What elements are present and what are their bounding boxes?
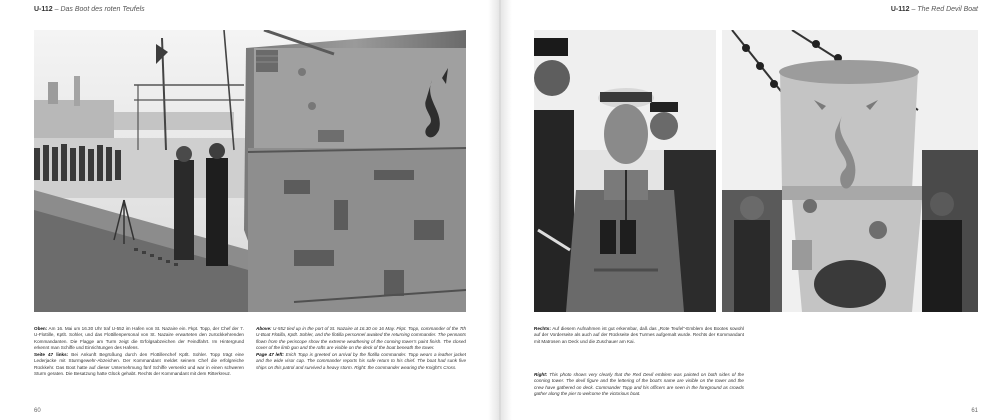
caption-paragraph [34, 326, 244, 351]
commander-portrait-photo [534, 30, 716, 312]
caption-paragraph [256, 352, 466, 371]
left-caption-german [34, 326, 244, 412]
caption-text: This photo shows very clearly that the Red Devil emblem was painted on both sides of the conning tower. The devil figure and the lettering of the boat's name are visible on the tower and the crew have gathered on deck. Commander Topp and his officers are seen in the foreground as crowds gather along the pier to welcome the victorious boat. [534, 372, 744, 396]
caption-text: Auf diesem Aufnahmen ist gut erkennbar, daß das „Rote Teufel“-Emblem des Bootes sowohl auf der Vorderseite als auch auf der Rückseite des Turmes aufgemalt wurde. Rechts der Kommandant mit Matrosen an Deck und die Zuschauer am Kai. [534, 326, 744, 344]
caption-paragraph [256, 326, 466, 351]
caption-paragraph [534, 372, 744, 397]
caption-lead: Right: [534, 372, 548, 377]
right-caption-english [534, 372, 744, 412]
caption-lead: Seite 47 links: [34, 352, 69, 358]
right-header-series: U-112 [890, 6, 910, 13]
left-page-number: 60 [34, 408, 41, 414]
caption-paragraph [534, 326, 744, 345]
caption-lead: Page 47 left: [256, 352, 284, 358]
left-header-subtitle: – Das Boot des roten Teufels [54, 6, 145, 13]
right-page-header [891, 6, 978, 13]
caption-text: Bei Ankunft Begrüßung durch den Flottillenchef Kptlt. Sohler. Topp trägt eine Lederjacke mit Sturmgewehr-Abzeichen. Der Kommandant meldet seinem Chef die erfolgreiche Rückkehr. Das Boot hatte auf dieser Unternehmung fünf Schiffe versenkt und war in einen schweren Sturm geraten. Die Besatzung hatte Glück gehabt. Rechts der Kommandant mit dem Ritterkreuz. [34, 352, 244, 377]
submarine-harbour-photo [34, 30, 466, 312]
left-page-header [34, 6, 145, 13]
right-header-subtitle: – The Red Devil Boat [911, 6, 978, 13]
caption-lead: Rechts: [534, 326, 551, 331]
caption-text: Am 16. Mai um 16.30 Uhr traf U-552 im Hafen von St. Nazaire ein. Fkpt. Topp, der Chef der 7. U-Flottille, Kptlt. Sohler, und das Flottillenpersonal von St. Nazaire erwarteten den zurückkehrenden Kommandanten. Die Flagge am Turm zeigt die Erfolgsabzeichen der Feindfahrt. Im Hintergrund erkennt man Schiffe und Einrichtungen des Hafens. [34, 326, 244, 350]
caption-text: Erich Topp is greeted on arrival by the flotilla commander. Topp wears a leather jacket and the wide visor cap. The commander reports his safe return to his chief. The boat had sunk five ships on this patrol and survived a heavy storm. Right: the commander wearing the Knight's Cross. [256, 352, 466, 370]
caption-paragraph [34, 352, 244, 377]
left-page [0, 0, 488, 420]
left-caption-english [256, 326, 466, 412]
right-caption-german [534, 326, 744, 370]
right-page-number: 61 [971, 408, 978, 414]
caption-lead: Above: [256, 326, 272, 331]
caption-lead: Oben: [34, 326, 48, 331]
left-header-series: U-112 [34, 6, 53, 13]
conning-tower-photo [722, 30, 978, 312]
caption-text: U-552 tied up in the port of St. Nazaire at 16.30 on 16 May. Fkpt. Topp, commander of the 7th U-Boat Flotilla, Kptlt. Sohler, and the flotilla personnel awaited the returning commander. The pennants flown from the periscope show the extreme weathering of the conning tower's paint finish. The closed cover of the limb gun and the rafts are visible on the deck of the boat beneath the tower. [256, 326, 466, 350]
book-gutter [488, 0, 512, 420]
right-page [512, 0, 1000, 420]
